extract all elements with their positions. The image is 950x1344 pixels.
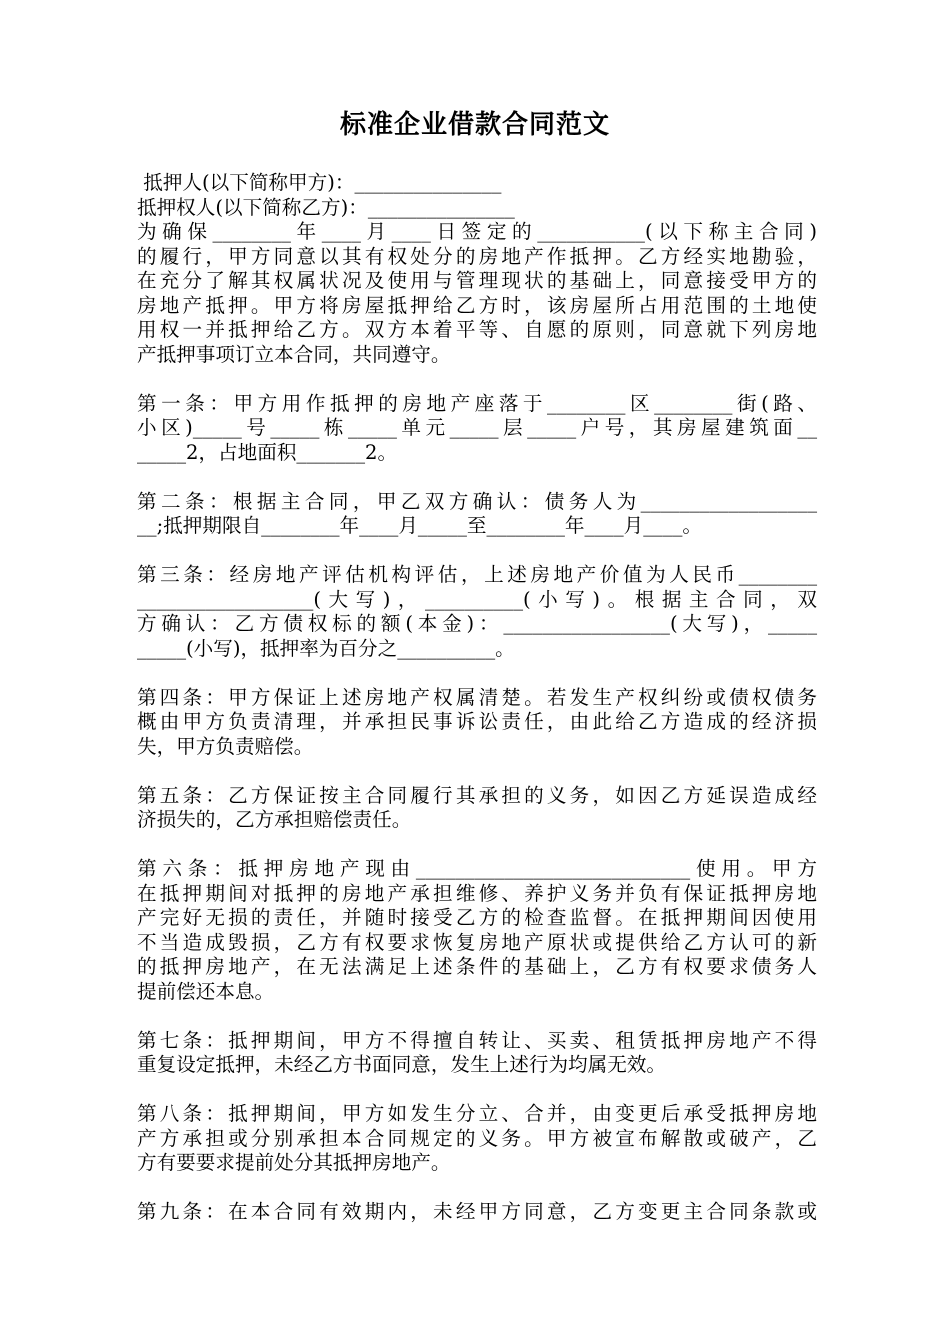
text-line: 用权一并抵押给乙方。双方本着平等、自愿的原则，同意就下列房地 <box>137 318 817 341</box>
text-line: __;抵押期限自________年____月_____至________年____月____。 <box>137 514 703 537</box>
text-line: 小区)_____号_____栋_____单元_____层_____户号，其房屋建筑面__ <box>137 416 817 439</box>
text-line: 在充分了解其权属状况及使用与管理现状的基础上，同意接受甲方的 <box>137 269 817 292</box>
text-line: 失，甲方负责赔偿。 <box>137 734 314 758</box>
text-line: 概由甲方负责清理，并承担民事诉讼责任，由此给乙方造成的经济损 <box>137 710 817 733</box>
text-line: _____2，占地面积_______2。 <box>137 440 398 464</box>
text-line: __________________(大写)，__________(小写)。根据主合同，双 <box>137 587 817 611</box>
text-line: 第四条：甲方保证上述房地产权属清楚。若发生产权纠纷或债权债务 <box>137 685 817 709</box>
article-1 <box>137 392 817 466</box>
text-line: 第二条：根据主合同，甲乙双方确认：债务人为__________________ <box>137 489 817 513</box>
text-line: 方确认：乙方债权标的额(本金)：_________________(大写)，_____ <box>137 612 817 635</box>
article-3 <box>137 563 817 661</box>
article-5 <box>137 784 817 833</box>
party-info <box>137 171 817 220</box>
text-line: 重复设定抵押，未经乙方书面同意，发生上述行为均属无效。 <box>137 1053 667 1076</box>
text-line: 产抵押事项订立本合同，共同遵守。 <box>137 342 451 366</box>
document-title: 标准企业借款合同范文 <box>339 110 610 140</box>
article-9 <box>137 1200 817 1225</box>
text-line: 济损失的，乙方承担赔偿责任。 <box>137 808 412 831</box>
text-line: 房地产抵押。甲方将房屋抵押给乙方时，该房屋所占用范围的土地使 <box>137 293 817 317</box>
article-7 <box>137 1029 817 1078</box>
text-line: 提前偿还本息。 <box>137 979 275 1003</box>
pledgor-line: 抵押人(以下简称甲方)：_______________ <box>137 171 502 194</box>
article-8 <box>137 1102 817 1176</box>
text-line: 的履行，甲方同意以其有权处分的房地产作抵押。乙方经实地勘验， <box>137 244 817 268</box>
text-line: 第九条：在本合同有效期内，未经甲方同意，乙方变更主合同条款或 <box>137 1200 817 1223</box>
text-line: 为确保________年____月____日签定的___________(以下称主合同) <box>137 220 817 243</box>
text-line: 第五条：乙方保证按主合同履行其承担的义务，如因乙方延误造成经 <box>137 783 817 807</box>
text-line: _____(小写)，抵押率为百分之__________。 <box>137 636 515 660</box>
article-2 <box>137 490 817 539</box>
text-line: 第一条：甲方用作抵押的房地产座落于________区________街(路、 <box>137 391 817 415</box>
text-line: 第三条：经房地产评估机构评估，上述房地产价值为人民币________ <box>137 563 817 586</box>
article-4 <box>137 686 817 760</box>
text-line: 第八条：抵押期间，甲方如发生分立、合并，由变更后承受抵押房地 <box>137 1102 817 1125</box>
preamble-paragraph <box>137 220 817 367</box>
text-line: 产完好无损的责任，并随时接受乙方的检查监督。在抵押期间因使用 <box>137 906 817 929</box>
article-6 <box>137 857 817 1004</box>
text-line: 第六条：抵押房地产现由____________________________使用。甲方 <box>137 857 817 880</box>
text-line: 在抵押期间对抵押的房地产承担维修、养护义务并负有保证抵押房地 <box>137 881 817 905</box>
document-body <box>137 171 817 1225</box>
text-line: 第七条：抵押期间，甲方不得擅自转让、买卖、租赁抵押房地产不得 <box>137 1028 817 1052</box>
pledgee-line: 抵押权人(以下简称乙方)：_______________ <box>137 195 515 219</box>
text-line: 方有要要求提前处分其抵押房地产。 <box>137 1151 451 1174</box>
text-line: 的抵押房地产，在无法满足上述条件的基础上，乙方有权要求债务人 <box>137 955 817 978</box>
text-line: 不当造成毁损，乙方有权要求恢复房地产原状或提供给乙方认可的新 <box>137 930 817 954</box>
text-line: 产方承担或分别承担本合同规定的义务。甲方被宣布解散或破产，乙 <box>137 1126 817 1150</box>
